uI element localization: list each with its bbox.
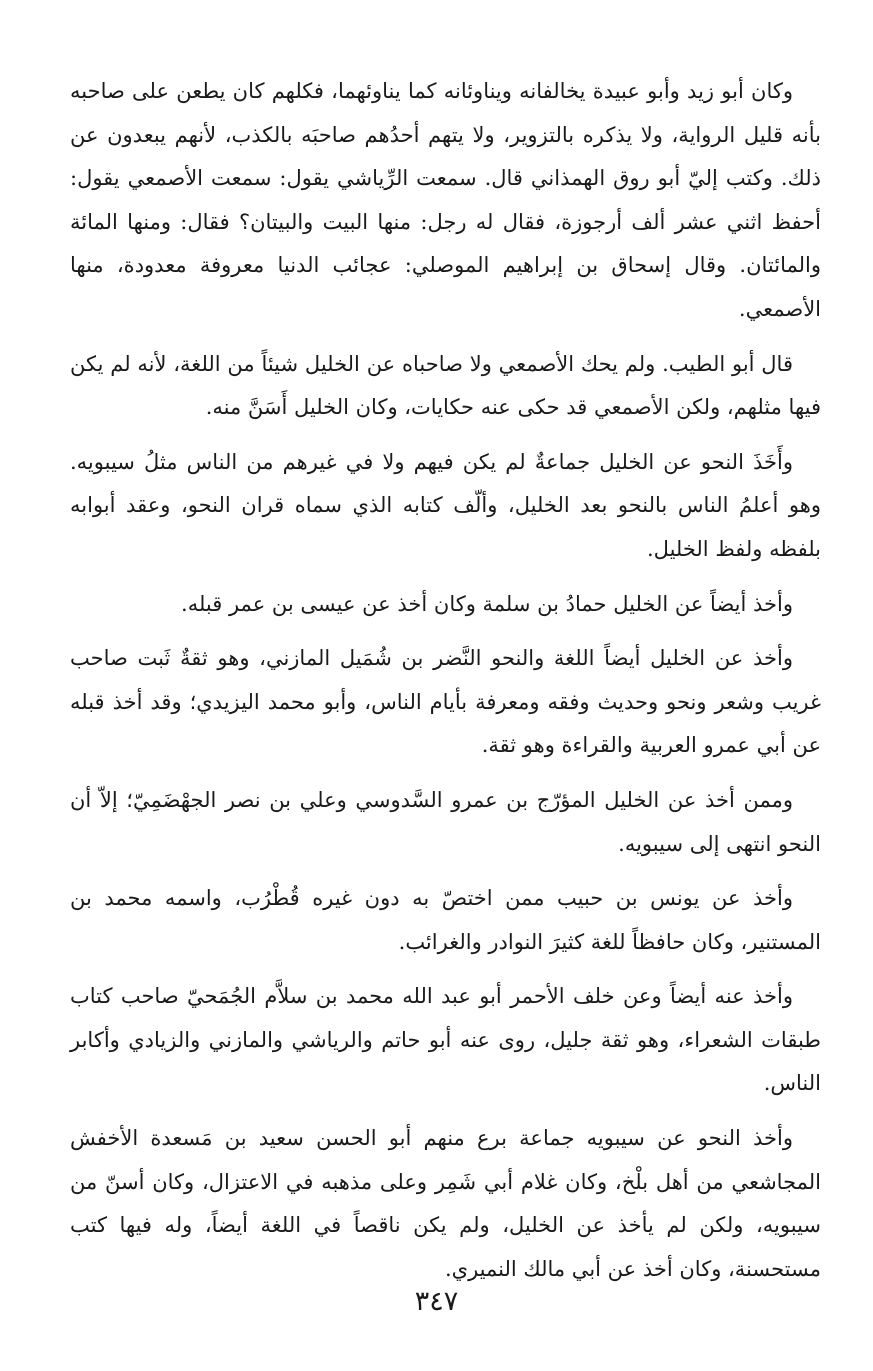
paragraph-2: قال أبو الطيب. ولم يحك الأصمعي ولا صاحباه عن الخليل شيئاً من اللغة، لأنه لم يكن فيها مثلهم، ولكن الأصمعي قد حكى عنه حكايات، وكان الخليل أَسَنَّ منه. [70,351,821,420]
paragraph-5: وأخذ عن الخليل أيضاً اللغة والنحو النَّضر بن شُمَيل المازني، وهو ثقةٌ ثَبت صاحب غريب وشعر ونحو وحديث وفقه ومعرفة بأيام الناس، وأبو محمد اليزيدي؛ وقد أخذ قبله عن أبي عمرو العربية والقراءة وهو ثقة. [70,646,821,758]
paragraph-3: وأَخَذَ النحو عن الخليل جماعةٌ لم يكن فيهم ولا في غيرهم من الناس مثلُ سيبويه. وهو أعلمُ الناس بالنحو بعد الخليل، وألّف كتابه الذي سماه قران النحو، وعقد أبوابه بلفظه ولفظ الخليل. [70,449,821,561]
paragraph-6: وممن أخذ عن الخليل المؤرّج بن عمرو السَّدوسي وعلي بن نصر الجهْضَمِيّ؛ إلاّ أن النحو انتهى إلى سيبويه. [70,787,821,856]
paragraph-9: وأخذ النحو عن سيبويه جماعة برع منهم أبو الحسن سعيد بن مَسعدة الأخفش المجاشعي من أهل بلْخ، وكان غلام أبي شَمِر وعلى مذهبه في الاعتزال، وكان أسنّ من سيبويه، ولكن لم يأخذ عن الخليل، ولم يكن ناقصاً في اللغة أيضاً، وله فيها كتب مستحسنة، وكان أخذ عن أبي مالك النميري. [70,1126,821,1281]
paragraph-7: وأخذ عن يونس بن حبيب ممن اختصّ به دون غيره قُطْرُب، واسمه محمد بن المستنير، وكان حافظاً للغة كثيرَ النوادر والغرائب. [70,886,821,954]
page-number: ٣٤٧ [414,1286,459,1317]
paragraph-8: وأخذ عنه أيضاً وعن خلف الأحمر أبو عبد الله محمد بن سلاَّم الجُمَحيّ صاحب كتاب طبقات الشعراء، وهو ثقة جليل، روى عنه أبو حاتم والرياشي والمازني والزيادي وأكابر الناس. [70,984,821,1096]
paragraph-4: وأخذ أيضاً عن الخليل حمادُ بن سلمة وكان أخذ عن عيسى بن عمر قبله. [181,591,793,616]
page-body [70,70,821,1311]
paragraph-1: وكان أبو زيد وأبو عبيدة يخالفانه ويناوئانه كما يناوئهما، فكلهم كان يطعن على صاحبه بأنه قليل الرواية، ولا يذكره بالتزوير، ولا يتهم أحدُهم صاحبَه بالكذب، لأنهم يبعدون عن ذلك. وكتب إليّ أبو روق الهمذاني قال. سمعت الرِّياشي يقول: سمعت الأصمعي يقول: أحفظ اثني عشر ألف أرجوزة، فقال له رجل: منها البيت والبيتان؟ فقال: ومنها المائة والمائتان. وقال إسحاق بن إبراهيم الموصلي: عجائب الدنيا معروفة معدودة، منها الأصمعي. [70,79,821,321]
